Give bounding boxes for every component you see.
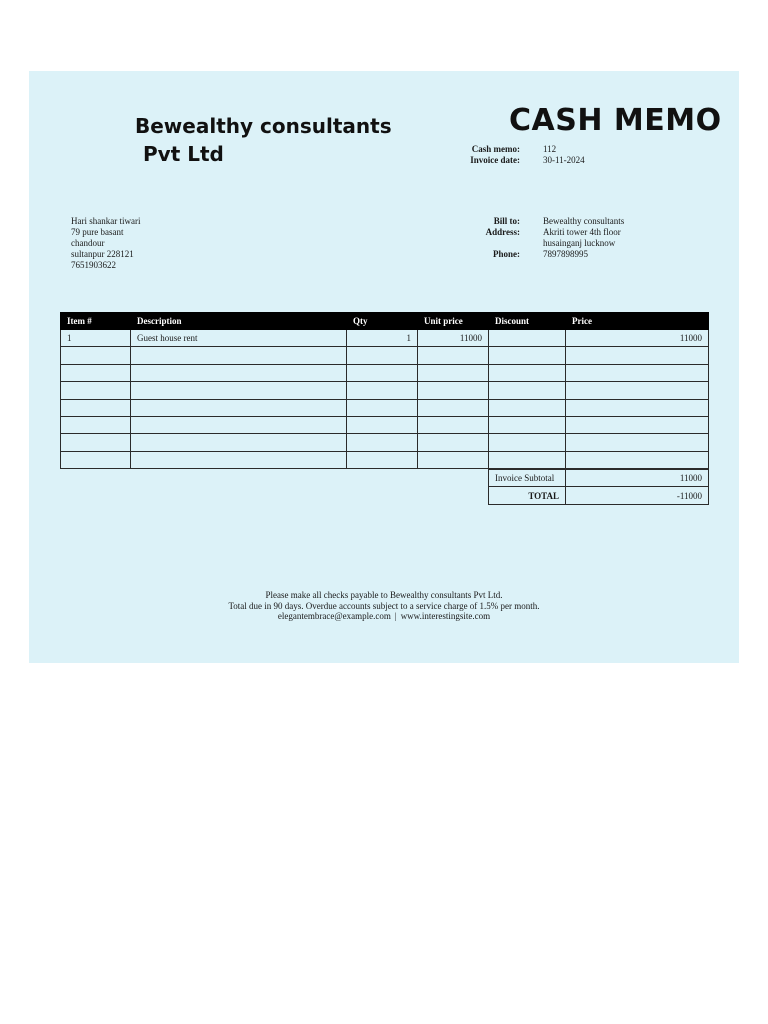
cell-description	[131, 399, 347, 416]
cell-discount	[489, 416, 566, 433]
phone-label: Phone:	[493, 249, 520, 259]
cell-qty	[347, 434, 418, 451]
sender-city: sultanpur 228121	[71, 249, 134, 259]
cell-discount	[489, 347, 566, 364]
cell-unit-price	[418, 434, 489, 451]
cell-discount	[489, 399, 566, 416]
column-header-discount: Discount	[489, 313, 566, 330]
table-header-row	[61, 313, 709, 330]
cell-discount	[489, 330, 566, 347]
sender-phone: 7651903622	[71, 260, 116, 270]
cell-item	[61, 416, 131, 433]
bill-to-row	[459, 216, 683, 227]
line-items-table	[60, 312, 709, 469]
table-row	[61, 364, 709, 381]
bill-to-label: Bill to:	[493, 216, 520, 226]
cell-qty	[347, 451, 418, 468]
sender-name: Hari shankar tiwari	[71, 216, 141, 226]
cell-qty	[347, 347, 418, 364]
cell-description	[131, 364, 347, 381]
cell-unit-price	[418, 347, 489, 364]
phone-row	[459, 249, 683, 260]
memo-meta	[459, 144, 663, 166]
cell-price	[566, 416, 709, 433]
totals-table	[488, 469, 709, 505]
cell-unit-price	[418, 451, 489, 468]
address-value-2: husainganj lucknow	[543, 238, 616, 248]
cell-item	[61, 399, 131, 416]
cell-description	[131, 434, 347, 451]
contact-email: elegantembrace@example.com	[277, 611, 391, 621]
payment-instructions: Please make all checks payable to Bewealthy consultants Pvt Ltd.	[265, 590, 503, 600]
company-name	[135, 112, 425, 168]
address-row-2	[459, 238, 683, 249]
sender-locality: chandour	[71, 238, 105, 248]
table-row	[61, 399, 709, 416]
cell-price	[566, 347, 709, 364]
cell-price	[566, 382, 709, 399]
table-row	[61, 330, 709, 347]
cell-description	[131, 451, 347, 468]
line-items-body	[61, 330, 709, 469]
cell-description	[131, 416, 347, 433]
subtotal-label: Invoice Subtotal	[489, 470, 566, 487]
cell-discount	[489, 451, 566, 468]
cell-unit-price	[418, 416, 489, 433]
invoice-date-value: 30-11-2024	[543, 155, 585, 165]
cell-description: Guest house rent	[131, 330, 347, 347]
total-row	[489, 487, 709, 504]
company-name-line1: Bewealthy consultants	[135, 114, 392, 138]
bill-to-block	[459, 216, 683, 260]
cell-item: 1	[61, 330, 131, 347]
contact-line	[29, 611, 739, 622]
cell-item	[61, 364, 131, 381]
column-header-qty: Qty	[347, 313, 418, 330]
table-row	[61, 451, 709, 468]
table-row	[61, 416, 709, 433]
cell-price	[566, 399, 709, 416]
address-value: Akriti tower 4th floor	[543, 227, 621, 237]
cell-item	[61, 347, 131, 364]
cell-price	[566, 364, 709, 381]
subtotal-row	[489, 470, 709, 487]
column-header-unit-price: Unit price	[418, 313, 489, 330]
cell-description	[131, 347, 347, 364]
cell-unit-price	[418, 399, 489, 416]
cell-price	[566, 434, 709, 451]
column-header-item: Item #	[61, 313, 131, 330]
total-value: -11000	[566, 487, 709, 504]
column-header-description: Description	[131, 313, 347, 330]
memo-number-row	[459, 144, 663, 155]
cell-discount	[489, 382, 566, 399]
bill-to-value: Bewealthy consultants	[543, 216, 625, 226]
table-row	[61, 382, 709, 399]
table-row	[61, 434, 709, 451]
contact-website: www.interestingsite.com	[400, 611, 491, 621]
document-title: CASH MEMO	[509, 103, 722, 138]
table-row	[61, 347, 709, 364]
total-label: TOTAL	[489, 487, 566, 504]
cell-unit-price: 11000	[418, 330, 489, 347]
cell-price	[566, 451, 709, 468]
cell-qty	[347, 382, 418, 399]
cell-qty	[347, 364, 418, 381]
cell-description	[131, 382, 347, 399]
cell-unit-price	[418, 382, 489, 399]
sender-address	[71, 216, 140, 271]
address-row	[459, 227, 683, 238]
invoice-date-label: Invoice date:	[470, 155, 520, 165]
cell-item	[61, 434, 131, 451]
cell-discount	[489, 434, 566, 451]
cell-price: 11000	[566, 330, 709, 347]
contact-separator: |	[394, 611, 397, 621]
cell-qty	[347, 399, 418, 416]
payment-terms: Total due in 90 days. Overdue accounts subject to a service charge of 1.5% per month.	[228, 600, 540, 611]
subtotal-value: 11000	[566, 470, 709, 487]
cash-memo-sheet	[29, 71, 739, 663]
cell-discount	[489, 364, 566, 381]
company-name-line2: Pvt Ltd	[143, 142, 224, 166]
memo-number-label: Cash memo:	[471, 144, 520, 154]
column-header-price: Price	[566, 313, 709, 330]
cell-unit-price	[418, 364, 489, 381]
address-label: Address:	[485, 227, 520, 237]
cell-qty: 1	[347, 330, 418, 347]
cell-qty	[347, 416, 418, 433]
sender-street: 79 pure basant	[71, 227, 124, 237]
invoice-date-row	[459, 155, 663, 166]
memo-number-value: 112	[543, 144, 557, 154]
cell-item	[61, 451, 131, 468]
cell-item	[61, 382, 131, 399]
address-label-2	[459, 238, 543, 249]
footer-notes	[29, 590, 739, 622]
phone-value: 7897898995	[543, 249, 588, 259]
